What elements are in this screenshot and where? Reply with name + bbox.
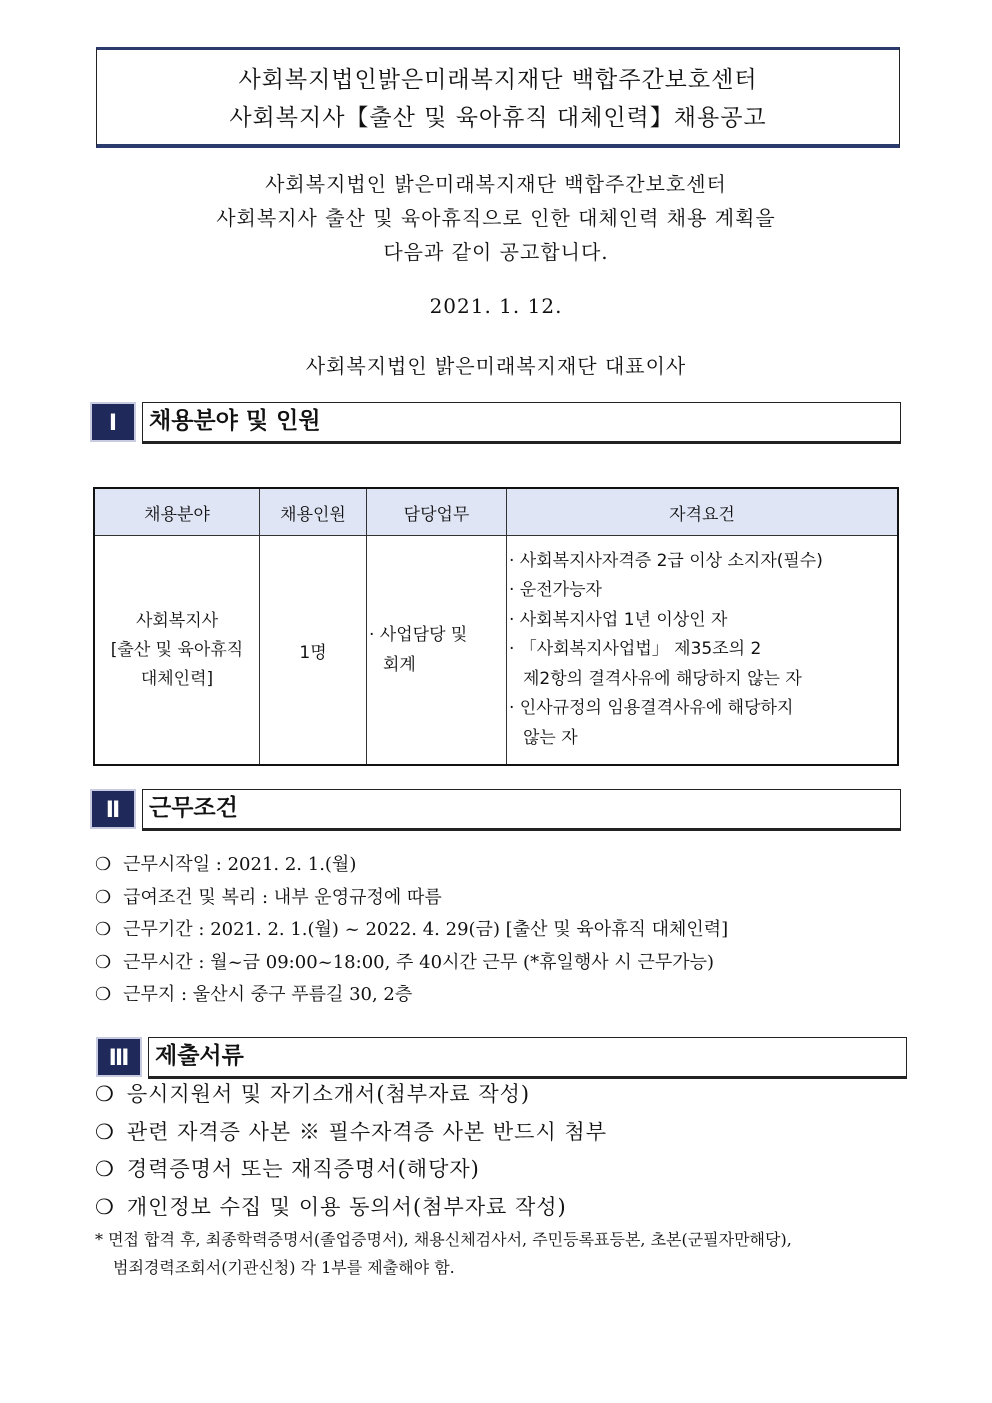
column-header: 자격요건	[507, 488, 899, 536]
requirement-item: · 인사규정의 임용결격사유에 해당하지	[509, 698, 794, 719]
signer: 사회복지법인 밝은미래복지재단 대표이사	[305, 354, 687, 378]
section-title: 근무조건	[142, 789, 901, 831]
circle-bullet-icon: ❍	[95, 984, 112, 1005]
section-header-2	[90, 789, 901, 829]
document-text: 개인정보 수집 및 이용 동의서(첨부자료 작성)	[126, 1194, 567, 1219]
field-text: 대체인력]	[140, 668, 214, 689]
condition-text: 급여조건 및 복리 : 내부 운영규정에 따름	[123, 886, 442, 908]
field-text: [출산 및 육아휴직	[110, 639, 244, 660]
intro-line-2: 사회복지사 출산 및 육아휴직으로 인한 대체인력 채용 계획을	[216, 206, 776, 230]
document-text: 관련 자격증 사본 ※ 필수자격증 사본 반드시 첨부	[126, 1119, 607, 1144]
conditions-list	[95, 849, 728, 1012]
duty-cell	[367, 536, 507, 766]
column-header: 채용분야	[94, 488, 260, 536]
section-number: Ⅲ	[96, 1037, 142, 1077]
list-item	[95, 1151, 607, 1189]
circle-bullet-icon: ❍	[95, 951, 112, 973]
field-text: 사회복지사	[135, 610, 219, 631]
section-number: Ⅰ	[90, 402, 136, 442]
circle-bullet-icon: ❍	[95, 1157, 115, 1181]
circle-bullet-icon: ❍	[95, 1119, 115, 1144]
circle-bullet-icon: ❍	[95, 854, 112, 875]
section-header-3	[96, 1037, 907, 1077]
list-item	[95, 947, 728, 980]
document-text: 응시지원서 및 자기소개서(첨부자료 작성)	[126, 1082, 531, 1106]
condition-text: 근무시간 : 월~금 09:00~18:00, 주 40시간 근무 (*휴일행사 시 근무가능)	[123, 951, 715, 973]
duty-text: 회계	[383, 655, 416, 675]
documents-list	[95, 1076, 607, 1226]
page-subtitle: 사회복지사【출산 및 육아휴직 대체인력】채용공고	[229, 105, 767, 131]
title-box	[96, 47, 900, 148]
requirement-item: 제2항의 결격사유에 해당하지 않는 자	[523, 668, 802, 689]
duty-text: · 사업담당 및	[369, 625, 468, 645]
field-cell	[94, 536, 260, 766]
requirement-item: · 「사회복지사업법」 제35조의 2	[509, 639, 762, 660]
footnote	[95, 1226, 792, 1282]
condition-text: 근무지 : 울산시 중구 푸름길 30, 2층	[123, 984, 413, 1005]
condition-text: 근무기간 : 2021. 2. 1.(월) ~ 2022. 4. 29(금) [출산 및 육아휴직 대체인력]	[123, 919, 729, 940]
intro-line-3: 다음과 같이 공고합니다.	[383, 240, 609, 264]
circle-bullet-icon: ❍	[95, 886, 112, 908]
list-item	[95, 979, 728, 1012]
circle-bullet-icon: ❍	[95, 919, 112, 940]
circle-bullet-icon: ❍	[95, 1082, 115, 1106]
list-item	[95, 1076, 607, 1114]
requirement-item: · 운전가능자	[509, 580, 602, 601]
requirement-item: · 사회복지사자격증 2급 이상 소지자(필수)	[509, 550, 823, 571]
circle-bullet-icon: ❍	[95, 1194, 115, 1219]
section-header-1	[90, 402, 901, 442]
table-header-row	[94, 488, 898, 536]
table-row	[94, 536, 898, 766]
footnote-line: * 면접 합격 후, 최종학력증명서(졸업증명서), 채용신체검사서, 주민등록표등본, 초본(군필자만해당),	[95, 1230, 792, 1249]
section-title: 제출서류	[148, 1037, 907, 1079]
section-title: 채용분야 및 인원	[142, 402, 901, 444]
column-header: 채용인원	[260, 488, 367, 536]
requirements-cell	[507, 536, 899, 766]
list-item	[95, 1189, 607, 1227]
section-number: Ⅱ	[90, 789, 136, 829]
column-header: 담당업무	[367, 488, 507, 536]
footnote-line: 범죄경력조회서(기관신청) 각 1부를 제출해야 함.	[113, 1258, 455, 1277]
recruit-table	[93, 487, 899, 766]
condition-text: 근무시작일 : 2021. 2. 1.(월)	[123, 854, 357, 875]
page-title: 사회복지법인밝은미래복지재단 백합주간보호센터	[238, 67, 758, 93]
requirement-item: 않는 자	[523, 727, 578, 748]
list-item	[95, 882, 728, 915]
document-text: 경력증명서 또는 재직증명서(해당자)	[126, 1157, 480, 1181]
requirement-item: · 사회복지사업 1년 이상인 자	[509, 609, 728, 630]
list-item	[95, 914, 728, 947]
announce-date: 2021. 1. 12.	[429, 294, 563, 318]
intro-line-1: 사회복지법인 밝은미래복지재단 백합주간보호센터	[265, 172, 727, 196]
count-cell: 1명	[260, 536, 367, 766]
list-item	[95, 849, 728, 882]
list-item	[95, 1114, 607, 1152]
